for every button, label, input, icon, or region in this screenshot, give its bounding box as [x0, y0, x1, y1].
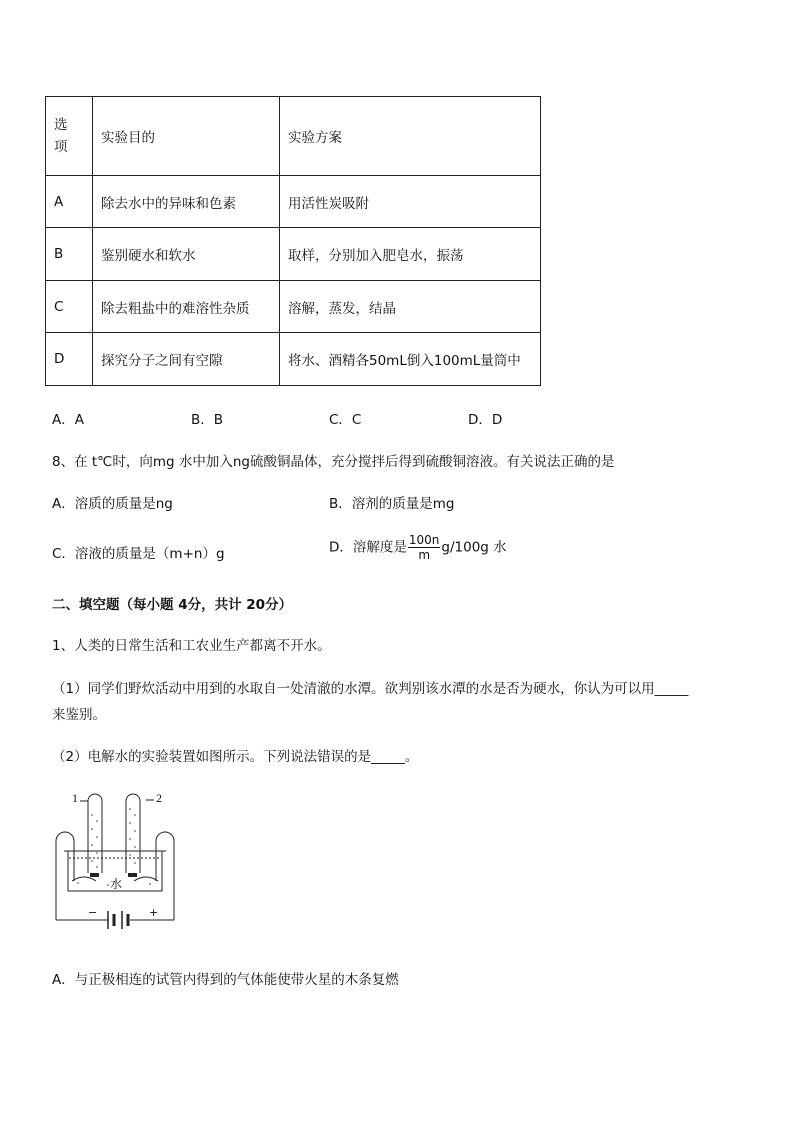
row-option: C: [46, 281, 93, 333]
left-wire: [56, 832, 74, 920]
table-row: [46, 176, 541, 228]
fill-q1-part1-line2: 来鉴别。: [52, 707, 106, 723]
fraction-numerator: 100n: [408, 533, 440, 547]
left-electrode-base: [72, 877, 96, 881]
row-option: B: [46, 228, 93, 281]
fill-q1-part2: （2）电解水的实验装置如图所示。下列说法错误的是_____。: [52, 749, 419, 765]
row-option: D: [46, 333, 93, 386]
q8-option-d[interactable]: [329, 533, 507, 562]
q8-option-d-prefix: D．溶解度是: [329, 539, 407, 556]
row-plan: 用活性炭吸附: [280, 176, 541, 228]
right-test-tube: [126, 794, 140, 873]
q7-option-b[interactable]: B．B: [191, 412, 224, 428]
table-row: [46, 228, 541, 281]
row-option: A: [46, 176, 93, 228]
table-row: [46, 333, 541, 386]
header-option: 选 项: [46, 97, 93, 176]
header-plan: 实验方案: [280, 97, 541, 176]
q8-option-a[interactable]: A．溶质的质量是ng: [52, 496, 173, 512]
header-purpose: 实验目的: [93, 97, 280, 176]
fraction-denominator: m: [418, 548, 431, 562]
q8-stem: 8、在 t℃时，向mg 水中加入ng硫酸铜晶体，充分搅拌后得到硫酸铜溶液。有关说法正确的是: [52, 454, 615, 470]
left-test-tube: [88, 794, 102, 873]
solubility-fraction: [408, 533, 441, 562]
right-electrode: [128, 873, 137, 877]
electrolysis-diagram: [50, 785, 185, 945]
row-purpose: 探究分子之间有空隙: [93, 333, 280, 386]
fill-q1-part2-option-a[interactable]: A．与正极相连的试管内得到的气体能使带火星的木条复燃: [52, 972, 399, 988]
table-row: [46, 281, 541, 333]
fill-q1-stem: 1、人类的日常生活和工农业生产都离不开水。: [52, 638, 331, 654]
row-plan: 溶解，蒸发，结晶: [280, 281, 541, 333]
section-title: 二、填空题（每小题 4分，共计 20分）: [52, 597, 293, 613]
q8-option-c[interactable]: C．溶液的质量是（m+n）g: [52, 546, 225, 562]
negative-terminal: −: [88, 906, 98, 919]
right-wire: [156, 832, 174, 920]
table-header-row: [46, 97, 541, 176]
q7-option-d[interactable]: D．D: [468, 412, 503, 428]
q8-option-d-suffix: g/100g 水: [441, 539, 507, 556]
positive-terminal: +: [149, 906, 159, 919]
label-2: 2: [156, 791, 162, 805]
battery: [108, 911, 128, 929]
row-purpose: 除去粗盐中的难溶性杂质: [93, 281, 280, 333]
experiment-table: [45, 96, 541, 386]
q7-option-c[interactable]: C．C: [329, 412, 362, 428]
q8-option-b[interactable]: B．溶剂的质量是mg: [329, 496, 455, 512]
fill-q1-part1-line1: （1）同学们野炊活动中用到的水取自一处清澈的水潭。欲判别该水潭的水是否为硬水，你认为可以用_____: [52, 681, 689, 697]
row-purpose: 鉴别硬水和软水: [93, 228, 280, 281]
label-1: 1: [72, 791, 78, 805]
q7-option-a[interactable]: A．A: [52, 412, 84, 428]
right-electrode-base: [134, 877, 158, 881]
water-label: 水: [110, 877, 123, 891]
row-plan: 取样，分别加入肥皂水，振荡: [280, 228, 541, 281]
row-purpose: 除去水中的异味和色素: [93, 176, 280, 228]
left-electrode: [90, 873, 99, 877]
row-plan: 将水、酒精各50mL倒入100mL量筒中: [280, 333, 541, 386]
